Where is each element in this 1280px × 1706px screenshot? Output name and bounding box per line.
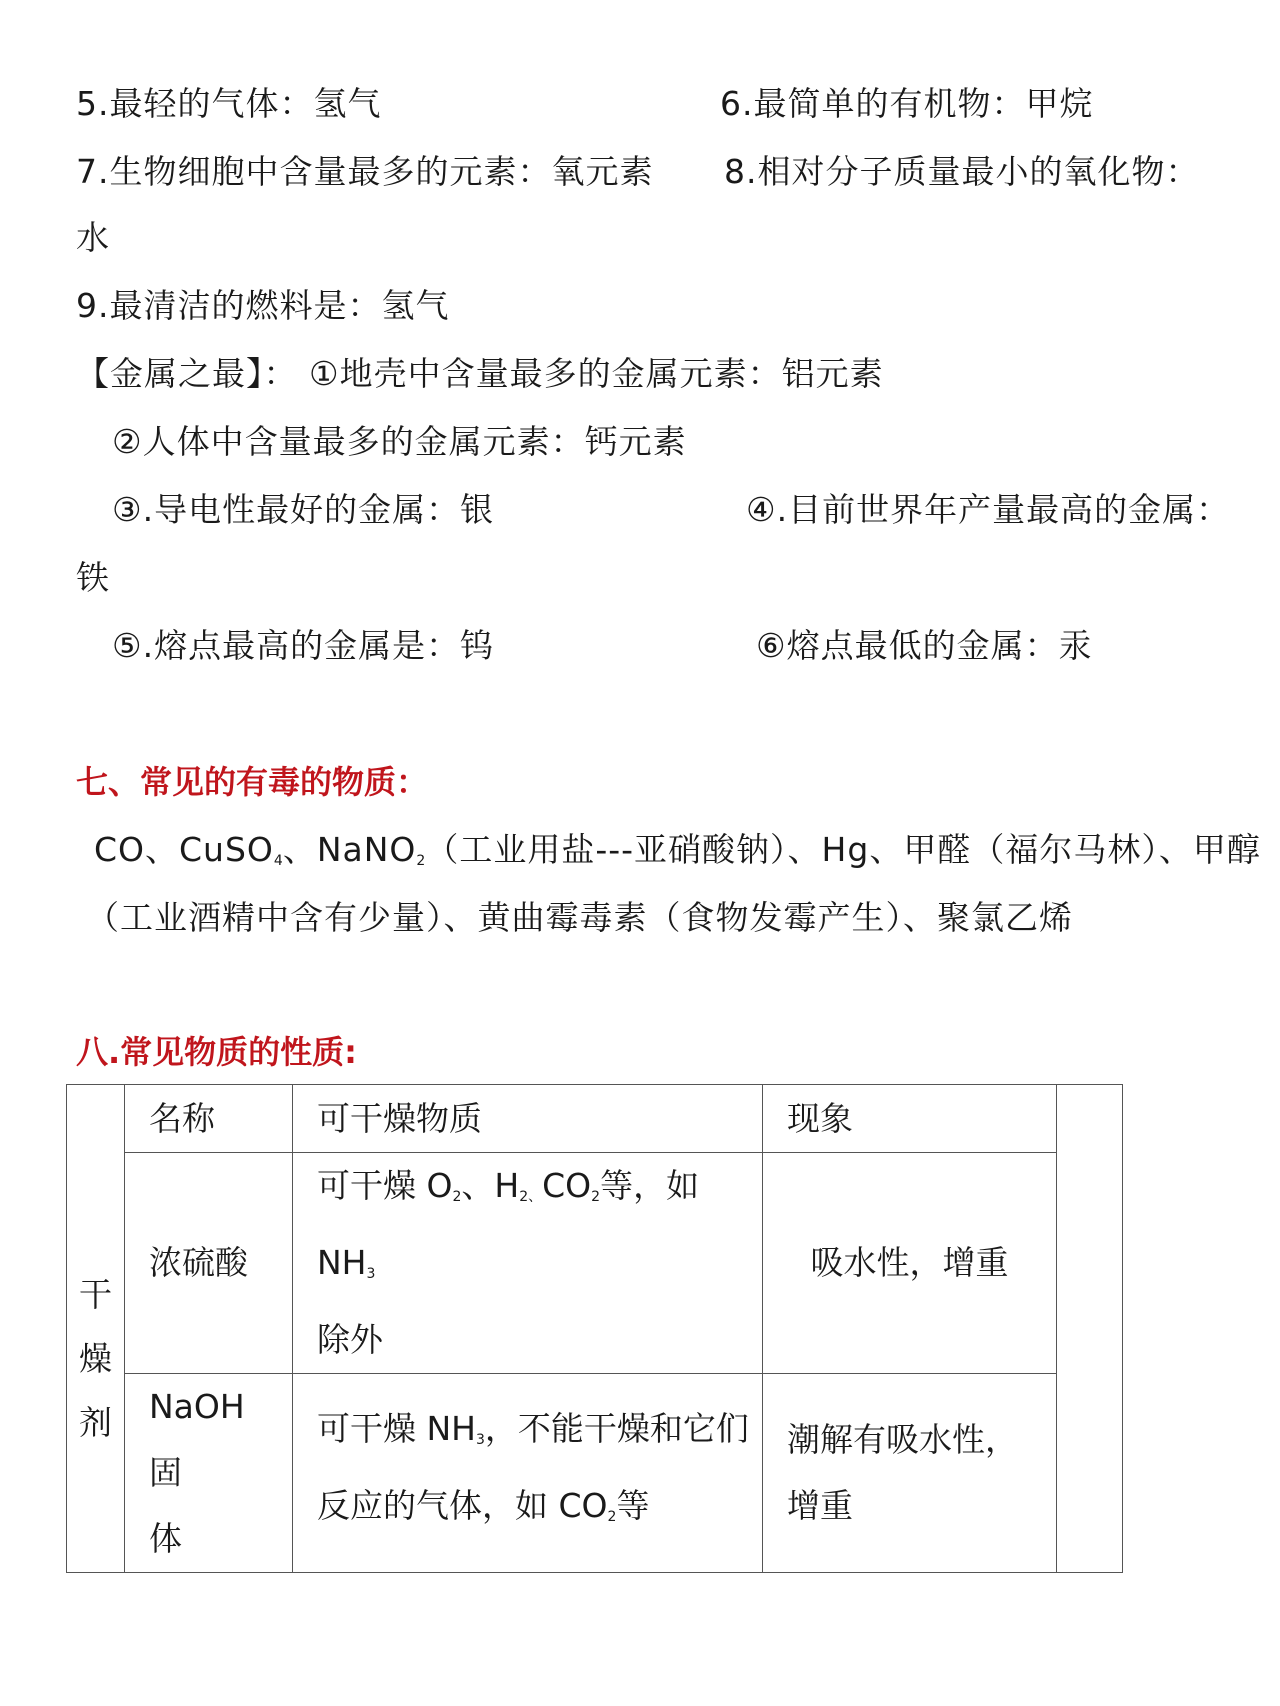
superlative-8: 8.相对分子质量最小的氧化物： bbox=[724, 152, 1200, 191]
row1-item-c: CO bbox=[542, 1166, 592, 1205]
metal-3: ③.导电性最好的金属：银 bbox=[112, 490, 495, 529]
table-blank-column bbox=[1057, 1085, 1123, 1573]
properties-table bbox=[66, 1084, 1123, 1573]
toxic-rest: （工业用盐---亚硝酸钠）、Hg、甲醛（福尔马林）、甲醇 bbox=[425, 830, 1261, 869]
row2-item-d: 等 bbox=[616, 1486, 650, 1525]
row1-item-e: 除外 bbox=[317, 1320, 383, 1359]
toxic-nano: 、NaNO bbox=[282, 830, 417, 869]
row2-phen-a: 潮解有吸水性， bbox=[787, 1420, 1018, 1459]
superlative-6: 6.最简单的有机物：甲烷 bbox=[720, 84, 1094, 123]
group-char-1: 干 bbox=[79, 1274, 112, 1314]
row1-sub-1: 2 bbox=[452, 1189, 462, 1205]
metal-5: ⑤.熔点最高的金属是：钨 bbox=[112, 626, 495, 665]
row2-item-b: ，不能干燥和它们 bbox=[484, 1409, 749, 1448]
metals-line-1 bbox=[76, 352, 884, 396]
metals-label: 【金属之最】： bbox=[76, 354, 298, 393]
table-row bbox=[67, 1374, 1123, 1573]
superlative-9: 9.最清洁的燃料是：氢气 bbox=[76, 286, 450, 325]
superlative-8-answer: 水 bbox=[76, 218, 110, 257]
toxic-sub-4: 4 bbox=[273, 853, 283, 869]
row2-item-c: 反应的气体，如 CO bbox=[317, 1486, 608, 1525]
row2-phenomenon bbox=[763, 1374, 1057, 1573]
row2-item-a: 可干燥 NH bbox=[317, 1409, 476, 1448]
row2-phen-b: 增重 bbox=[787, 1486, 853, 1525]
row1-sub-4: 3 bbox=[366, 1266, 376, 1282]
metal-1: ①地壳中含量最多的金属元素：铝元素 bbox=[309, 354, 884, 393]
toxic-line-2: （工业酒精中含有少量）、黄曲霉毒素（食物发霉产生）、聚氯乙烯 bbox=[86, 898, 1073, 937]
row2-name-a: NaOH 固 bbox=[149, 1387, 278, 1492]
group-char-3: 剂 bbox=[79, 1402, 112, 1442]
superlative-7: 7.生物细胞中含量最多的元素：氧元素 bbox=[76, 152, 654, 191]
row2-name-b: 体 bbox=[149, 1519, 182, 1558]
metal-4: ④.目前世界年产量最高的金属： bbox=[746, 490, 1231, 529]
superlative-5: 5.最轻的气体：氢气 bbox=[76, 84, 382, 123]
row2-sub-1: 3 bbox=[476, 1432, 485, 1448]
toxic-line-1 bbox=[94, 828, 1261, 883]
toxic-sub-2: 2 bbox=[416, 853, 426, 869]
metal-6: ⑥熔点最低的金属：汞 bbox=[756, 626, 1093, 665]
header-phenomenon: 现象 bbox=[763, 1085, 1057, 1153]
row1-sub-3: 2 bbox=[591, 1189, 601, 1205]
row1-item-d: 等，如 NH bbox=[317, 1166, 700, 1282]
metal-4-answer: 铁 bbox=[76, 558, 110, 597]
section-8-heading: 八.常见物质的性质: bbox=[76, 1033, 357, 1071]
row2-name bbox=[125, 1374, 293, 1573]
row1-name: 浓硫酸 bbox=[125, 1153, 293, 1374]
row1-phenomenon: 吸水性，增重 bbox=[763, 1153, 1057, 1374]
row1-item bbox=[293, 1153, 763, 1374]
section-7-heading: 七、常见的有毒的物质： bbox=[76, 763, 429, 801]
row1-item-b: 、H bbox=[461, 1166, 520, 1205]
toxic-co-cuso: CO、CuSO bbox=[94, 830, 274, 869]
header-item: 可干燥物质 bbox=[293, 1085, 763, 1153]
desiccant-group-cell bbox=[67, 1085, 125, 1573]
metal-2: ②人体中含量最多的金属元素：钙元素 bbox=[112, 422, 687, 461]
group-char-2: 燥 bbox=[79, 1338, 112, 1378]
row1-sub-2: 2、 bbox=[519, 1189, 543, 1205]
header-name: 名称 bbox=[125, 1085, 293, 1153]
row1-item-a: 可干燥 O bbox=[317, 1166, 453, 1205]
table-row bbox=[67, 1153, 1123, 1374]
row2-sub-2: 2 bbox=[607, 1509, 617, 1525]
row2-item bbox=[293, 1374, 763, 1573]
table-header-row bbox=[67, 1085, 1123, 1153]
